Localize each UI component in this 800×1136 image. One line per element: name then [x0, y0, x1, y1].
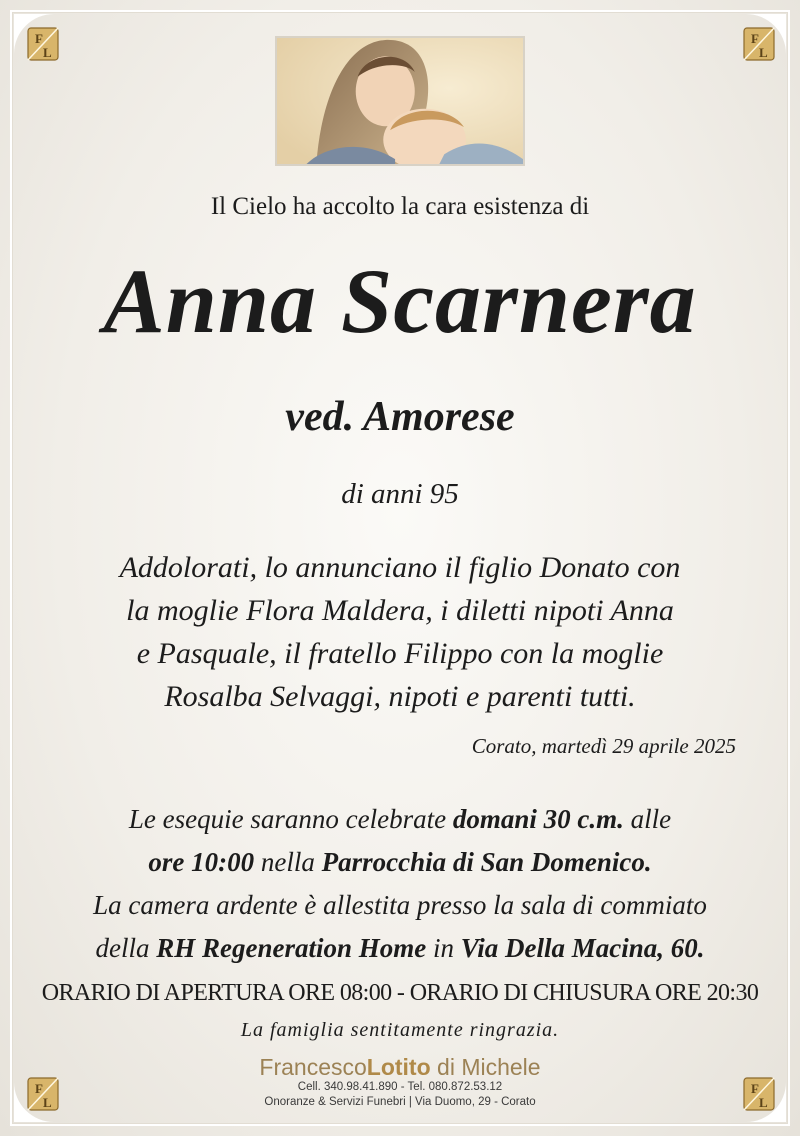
funeral-church: Parrocchia di San Domenico. [321, 847, 652, 877]
funeral-address: Via Della Macina, 60. [460, 933, 705, 963]
deceased-name: Anna Scarnera [103, 250, 697, 352]
announcement-line: la moglie Flora Maldera, i diletti nipoti Anna [126, 594, 674, 627]
corner-logo-icon [728, 14, 786, 72]
svg-text:L: L [759, 45, 768, 60]
svg-text:F: F [35, 1081, 43, 1096]
madonna-image [275, 36, 525, 166]
age-text: di anni 95 [341, 478, 459, 510]
corner-logo-icon [14, 14, 72, 72]
funeral-line: La camera ardente è allestita presso la sala di commiato [93, 890, 707, 920]
funeral-line [0, 927, 800, 970]
svg-text:L: L [43, 45, 52, 60]
funeral-time: ore 10:00 [148, 847, 255, 877]
funeral-text: della [95, 933, 157, 963]
funeral-text: nella [254, 847, 322, 877]
opening-hours: ORARIO DI APERTURA ORE 08:00 - ORARIO DI CHIUSURA ORE 20:30 [41, 980, 759, 1006]
svg-text:L: L [43, 1095, 52, 1110]
intro-text: Il Cielo ha accolto la cara esistenza di [210, 193, 590, 220]
company-first-name: Francesco [259, 1054, 367, 1080]
widow-of: ved. Amorese [285, 394, 515, 440]
funeral-date: domani 30 c.m. [452, 804, 624, 834]
thanks-text: La famiglia sentitamente ringrazia. [240, 1019, 560, 1041]
date-place: Corato, martedì 29 aprile 2025 [471, 734, 736, 758]
funeral-line [0, 798, 800, 841]
company-address: Onoranze & Servizi Funebri | Via Duomo, 29 - Corato [264, 1096, 536, 1108]
funeral-home: RH Regeneration Home [156, 933, 427, 963]
funeral-text: Le esequie saranno celebrate [128, 804, 453, 834]
svg-text:F: F [751, 31, 759, 46]
funeral-text: alle [623, 804, 672, 834]
company-suffix: di Michele [430, 1054, 541, 1080]
company-last-name: Lotito [366, 1054, 431, 1080]
company-phones: Cell. 340.98.41.890 - Tel. 080.872.53.12 [297, 1081, 503, 1093]
announcement [0, 546, 800, 718]
announcement-line: e Pasquale, il fratello Filippo con la moglie [136, 637, 664, 670]
svg-text:L: L [759, 1095, 768, 1110]
funeral-details [0, 798, 800, 970]
funeral-line [0, 841, 800, 884]
company-contacts [0, 1080, 800, 1110]
announcement-line: Rosalba Selvaggi, nipoti e parenti tutti. [164, 680, 636, 713]
announcement-line: Addolorati, lo annunciano il figlio Donato con [119, 551, 681, 584]
svg-text:F: F [751, 1081, 759, 1096]
svg-text:F: F [35, 31, 43, 46]
company-name [0, 1054, 800, 1081]
funeral-text: in [426, 933, 461, 963]
